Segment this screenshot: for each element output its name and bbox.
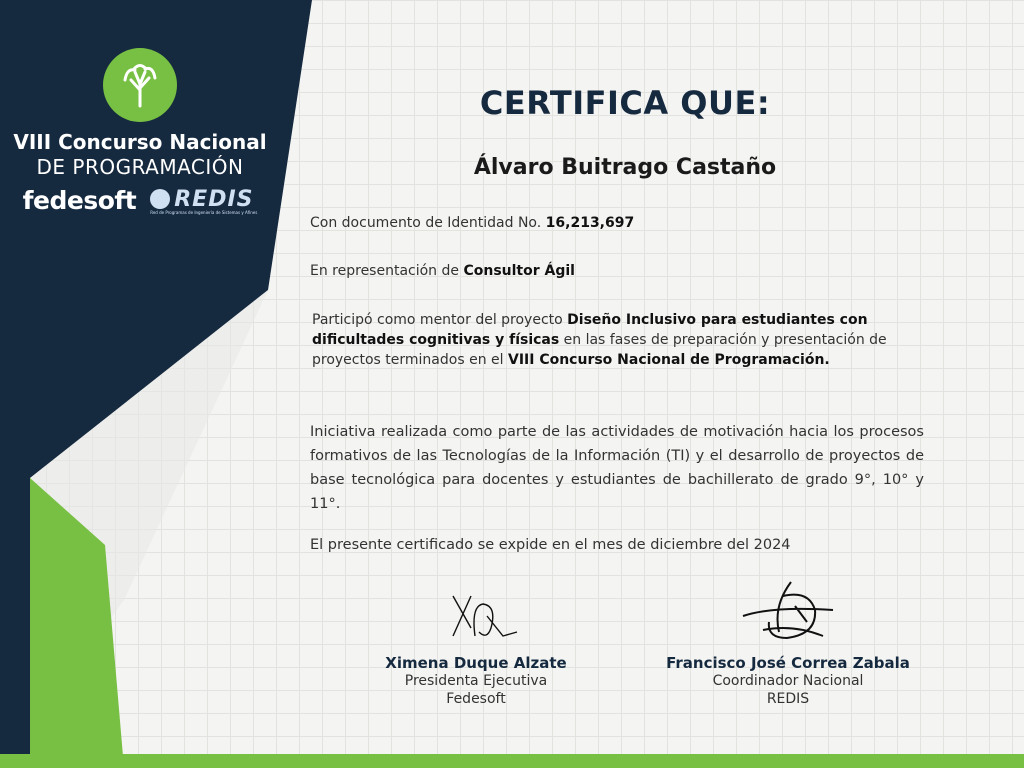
signature-block-2 [638,576,938,708]
handwritten-signature-1 [431,576,521,646]
recipient-name: Álvaro Buitrago Castaño [473,155,777,180]
contest-logo [0,48,280,215]
contest-name: VIII Concurso Nacional de Programación. [507,352,830,368]
signer-role-1: Presidenta Ejecutiva [404,673,548,689]
redis-tagline: Red de Programas de Ingeniería de Sistemas y Afines [150,209,258,215]
fedesoft-logo: fedesoft [22,186,137,215]
bottom-green-bar [0,754,1024,768]
role-line: En representación de Consultor Ágil [310,263,575,279]
tree-icon [103,48,177,122]
project-name: Diseño Inclusivo para estudiantes con dificultades cognitivas y físicas [312,312,868,348]
certificate-heading: CERTIFICA QUE: [479,84,771,122]
globe-icon [150,189,170,209]
signer-name-1: Ximena Duque Alzate [385,654,567,672]
id-line: Con documento de Identidad No. 16,213,697 [310,215,635,231]
initiative-paragraph: Iniciativa realizada como parte de las actividades de motivación hacia los procesos formativos de las Tecnologías de la Información (TI) y el desarrollo de proyectos de base tecnológica para docentes y estudiantes de bachillerato de grado 9°, 10° y 11°. [310,424,924,512]
mentor-paragraph: Participó como mentor del proyecto Diseño Inclusivo para estudiantes con dificultades cognitivas y físicas en las fases de preparación y presentación de proyectos terminados en el VIII Concurso Nacional de Programación. [312,312,887,368]
signer-name-2: Francisco José Correa Zabala [666,654,910,672]
contest-title-line2: DE PROGRAMACIÓN [36,155,244,179]
id-number: 16,213,697 [545,215,635,231]
role-value: Consultor Ágil [463,263,575,279]
signer-org-2: REDIS [766,691,810,707]
issue-date: El presente certificado se expide en el mes de diciembre del 2024 [310,537,791,553]
redis-logo: REDIS [174,186,254,212]
brand-logos [0,186,280,215]
contest-title-line1: VIII Concurso Nacional [13,130,267,154]
handwritten-signature-2 [733,576,843,646]
signer-org-1: Fedesoft [446,691,506,707]
signature-block-1 [326,576,626,708]
signer-role-2: Coordinador Nacional [712,673,864,689]
